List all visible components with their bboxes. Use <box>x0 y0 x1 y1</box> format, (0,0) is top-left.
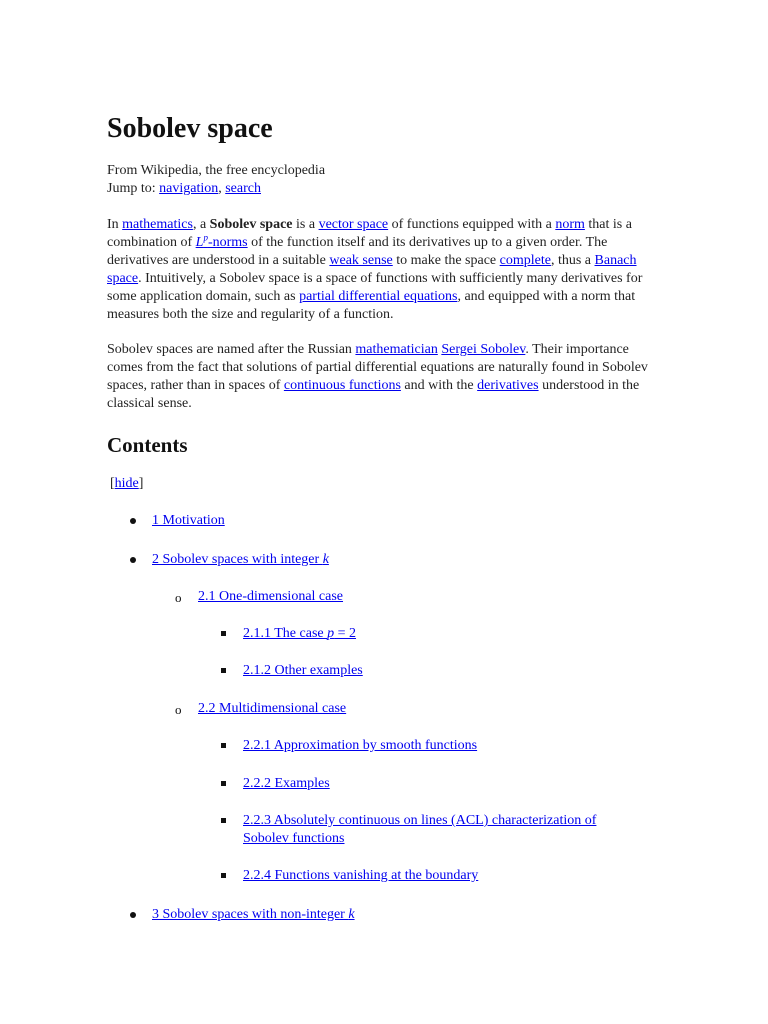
link-continuous-functions[interactable]: continuous functions <box>283 378 401 393</box>
bullet-square <box>221 873 226 878</box>
link-weak-sense[interactable]: weak sense <box>329 253 393 268</box>
bullet-square <box>221 631 226 636</box>
navigation-link[interactable]: navigation <box>159 181 219 196</box>
hide-toc-link[interactable]: hide <box>114 476 139 491</box>
toc-item-2-2-4[interactable]: 2.2.4 Functions vanishing at the boundary <box>243 868 479 883</box>
toc-item-2-1[interactable]: 2.1 One-dimensional case <box>198 589 344 604</box>
from-wikipedia: From Wikipedia, the free encyclopedia <box>107 163 326 178</box>
history-paragraph: Sobolev spaces are named after the Russian mathematician Sergei Sobolev. Their importance comes from the fact that solutions of partial differential equations are naturally found in Sobolev spaces, rather than in spaces of continuous functions and with the derivatives understood in the classical sense. <box>107 342 648 411</box>
bullet-disc <box>130 912 136 918</box>
link-mathematician[interactable]: mathematician <box>355 342 438 357</box>
bold-sobolev-space: Sobolev space <box>209 217 293 232</box>
link-complete[interactable]: complete <box>499 253 551 268</box>
bullet-square <box>221 818 226 823</box>
bullet-disc <box>130 518 136 524</box>
bullet-circle: o <box>175 702 182 717</box>
link-pde[interactable]: partial differential equations <box>299 289 458 304</box>
toc-item-1[interactable]: 1 Motivation <box>152 513 225 528</box>
bullet-disc <box>130 557 136 563</box>
bullet-square <box>221 668 226 673</box>
link-vector-space[interactable]: vector space <box>318 217 389 232</box>
bullet-circle: o <box>175 590 182 605</box>
link-banach-space[interactable]: Banach space <box>107 253 637 286</box>
toc-item-2-2-3[interactable]: 2.2.3 Absolutely continuous on lines (ACL) characterization of Sobolev functions <box>243 813 597 846</box>
toc-toggle: [hide] <box>110 476 144 491</box>
jump-to-line: Jump to: navigation, search <box>107 181 261 196</box>
link-norm[interactable]: norm <box>555 217 585 232</box>
link-lp-norms[interactable]: L$^p$-norms <box>195 232 248 250</box>
toc-item-2-1-2[interactable]: 2.1.2 Other examples <box>243 663 363 678</box>
site-subtitle <box>107 162 325 198</box>
link-sergei-sobolev[interactable]: Sergei Sobolev <box>441 342 526 357</box>
contents-heading: Contents <box>107 433 188 457</box>
link-mathematics[interactable]: mathematics <box>122 217 193 232</box>
page-title: Sobolev space <box>107 113 273 144</box>
toc-item-2-1-1[interactable]: 2.1.1 The case p = 2 <box>243 626 357 641</box>
toc-item-3[interactable]: 3 Sobolev spaces with non-integer k <box>152 907 355 922</box>
bullet-square <box>221 743 226 748</box>
toc-item-2-2-2[interactable]: 2.2.2 Examples <box>243 776 330 791</box>
bullet-square <box>221 781 226 786</box>
intro-paragraph: In mathematics, a Sobolev space is a vector space of functions equipped with a norm that is a combination of L$^p$-norms of the function itself and its derivatives up to a given order. The derivatives are understood in a suitable weak sense to make the space complete, thus a Banach space. Intuitively, a Sobolev space is a space of functions with sufficiently many derivatives for some application domain, such as partial differential equations, and equipped with a norm that measures both the size and regularity of a function. <box>107 217 643 322</box>
link-derivatives[interactable]: derivatives <box>477 378 539 393</box>
toc-item-2-2[interactable]: 2.2 Multidimensional case <box>198 701 347 716</box>
toc-item-2[interactable]: 2 Sobolev spaces with integer k <box>152 552 329 567</box>
search-link[interactable]: search <box>225 181 261 196</box>
toc-item-2-2-1[interactable]: 2.2.1 Approximation by smooth functions <box>243 738 478 753</box>
